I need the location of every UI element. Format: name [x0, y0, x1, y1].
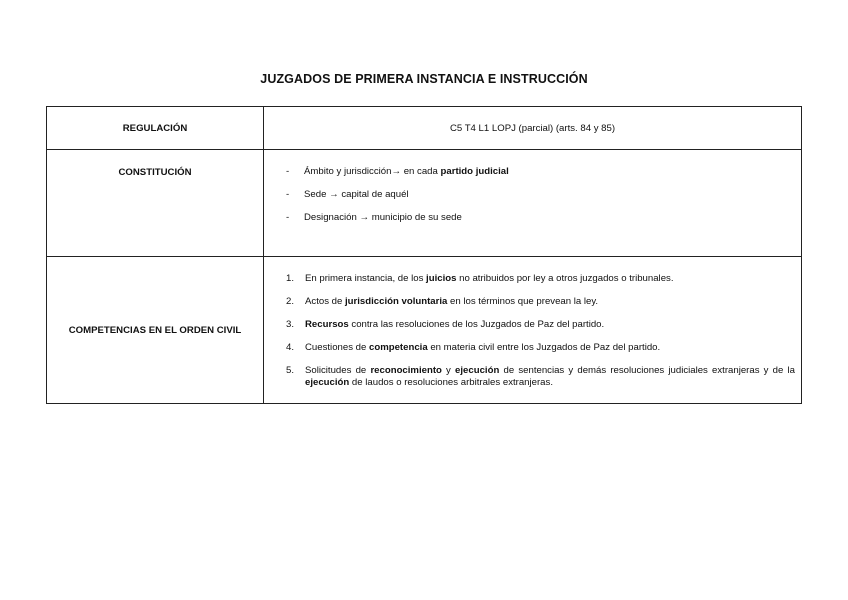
dash-marker: -	[286, 189, 290, 200]
number-marker: 2.	[286, 296, 295, 307]
competencias-list	[264, 257, 801, 389]
row-label-regulacion: REGULACIÓN	[47, 107, 264, 150]
summary-table	[46, 106, 802, 404]
list-item: - Designación → municipio de su sede	[286, 212, 462, 223]
competencias-content	[264, 257, 802, 404]
row-label-competencias: COMPETENCIAS EN EL ORDEN CIVIL	[47, 257, 264, 404]
number-marker: 3.	[286, 319, 295, 330]
table-row-constitucion	[47, 150, 802, 257]
list-item: 3. Recursos contra las resoluciones de los Juzgados de Paz del partido.	[286, 319, 605, 330]
number-marker: 4.	[286, 342, 295, 353]
number-marker: 5.	[286, 365, 295, 376]
list-item: - Sede → capital de aquél	[286, 189, 409, 200]
list-item: 1. En primera instancia, de los juicios no atribuidos por ley a otros juzgados o tribunales.	[286, 273, 674, 284]
regulacion-value: C5 T4 L1 LOPJ (parcial) (arts. 84 y 85)	[264, 107, 802, 150]
list-item: - Ámbito y jurisdicción→ en cada partido judicial	[286, 166, 509, 177]
list-item: 4. Cuestiones de competencia en materia civil entre los Juzgados de Paz del partido.	[286, 342, 661, 353]
page-title: JUZGADOS DE PRIMERA INSTANCIA E INSTRUCCIÓN	[260, 72, 588, 86]
row-label-constitucion: CONSTITUCIÓN	[47, 150, 264, 257]
table-row-regulacion	[47, 107, 802, 150]
dash-marker: -	[286, 166, 290, 177]
constitucion-content	[264, 150, 802, 257]
number-marker: 1.	[286, 273, 295, 284]
table-row-competencias	[47, 257, 802, 404]
list-item: 5. Solicitudes de reconocimiento y ejecución de sentencias y demás resoluciones judiciales extranjeras y de la ejecución de laudos o resoluciones arbitrales extranjeras.	[286, 365, 795, 388]
list-item: 2. Actos de jurisdicción voluntaria en los términos que prevean la ley.	[286, 296, 599, 307]
dash-marker: -	[286, 212, 290, 223]
constitucion-list	[264, 150, 801, 224]
